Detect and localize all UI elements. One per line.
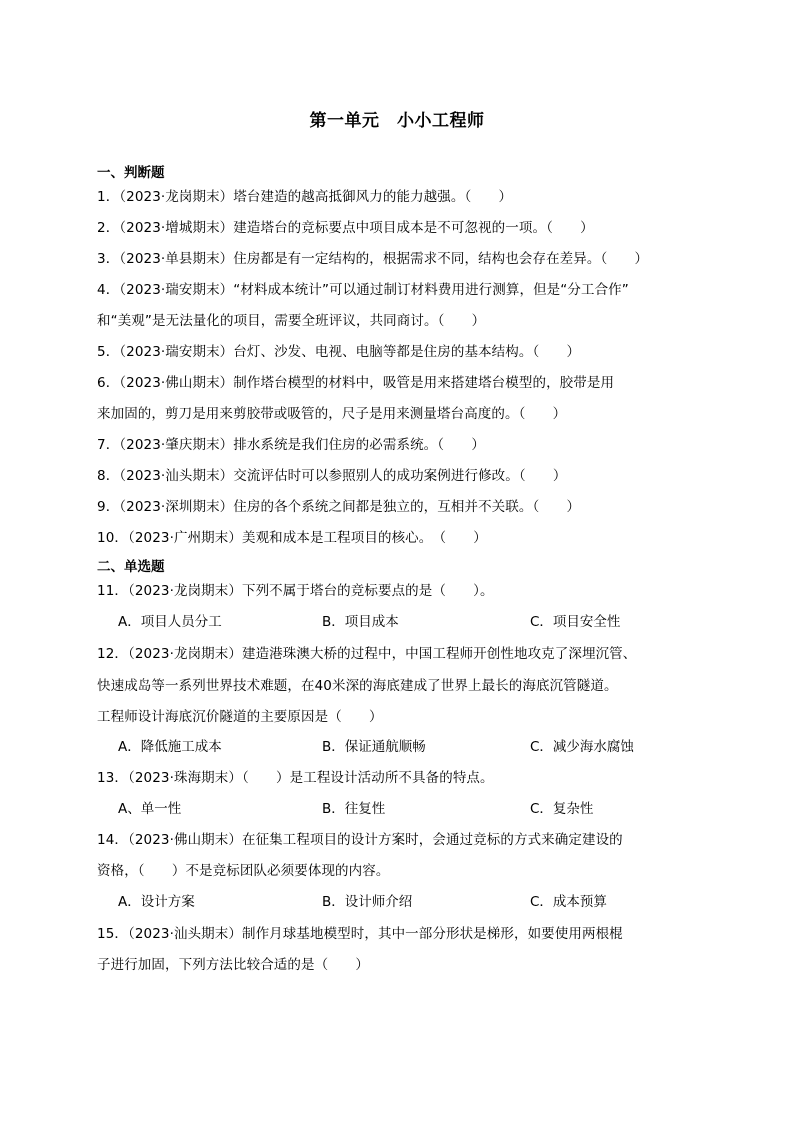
question-14-line-2: 资格，（ ）不是竞标团队必须要体现的内容。 <box>97 863 390 879</box>
option-a: A．设计方案 <box>118 894 195 910</box>
question-12-line-2: 快速成岛等一系列世界技术难题，在40米深的海底建成了世界上最长的海底沉管隧道。 <box>97 678 618 694</box>
question-9: 9．（2023·深圳期末）住房的各个系统之间都是独立的，互相并不关联。（ ） <box>97 499 581 515</box>
section-heading-judgement: 一、判断题 <box>97 165 165 181</box>
question-8: 8．（2023·汕头期末）交流评估时可以参照别人的成功案例进行修改。（ ） <box>97 468 567 484</box>
question-14-line-1: 14．（2023·佛山期末）在征集工程项目的设计方案时，会通过竞标的方式来确定建设的 <box>97 832 623 848</box>
question-5: 5．（2023·瑞安期末）台灯、沙发、电视、电脑等都是住房的基本结构。（ ） <box>97 344 581 360</box>
option-b: B．往复性 <box>322 801 386 817</box>
option-b: B．设计师介绍 <box>322 894 413 910</box>
option-c: C．成本预算 <box>530 894 607 910</box>
section-heading-choice: 二、单选题 <box>97 559 165 575</box>
option-a: A．项目人员分工 <box>118 614 222 630</box>
option-a: A．降低施工成本 <box>118 739 222 755</box>
option-b: B．保证通航顺畅 <box>322 739 426 755</box>
question-6-line-1: 6．（2023·佛山期末）制作塔台模型的材料中，吸管是用来搭建塔台模型的，胶带是用 <box>97 375 615 391</box>
question-12-line-3: 工程师设计海底沉价隧道的主要原因是（ ） <box>97 709 383 725</box>
question-4-line-2: 和“美观”是无法量化的项目，需要全班评议，共同商讨。（ ） <box>97 313 486 329</box>
question-13: 13．（2023·珠海期末）（ ）是工程设计活动所不具备的特点。 <box>97 770 494 786</box>
question-10: 10．（2023·广州期末）美观和成本是工程项目的核心。 （ ） <box>97 530 487 546</box>
question-12-line-1: 12．（2023·龙岗期末）建造港珠澳大桥的过程中，中国工程师开创性地攻克了深埋沉管、 <box>97 646 637 662</box>
option-a: A、单一性 <box>118 801 182 817</box>
question-15-line-2: 子进行加固，下列方法比较合适的是（ ） <box>97 957 369 973</box>
question-3: 3．（2023·单县期末）住房都是有一定结构的，根据需求不同，结构也会存在差异。（ ） <box>97 251 649 267</box>
question-15-line-1: 15．（2023·汕头期末）制作月球基地模型时，其中一部分形状是梯形，如要使用两根棍 <box>97 926 623 942</box>
option-b: B．项目成本 <box>322 614 399 630</box>
question-4-line-1: 4．（2023·瑞安期末）“材料成本统计”可以通过制订材料费用进行测算，但是“分工合作” <box>97 282 629 298</box>
page-title: 第一单元 小小工程师 <box>309 111 485 131</box>
question-2: 2．（2023·增城期末）建造塔台的竞标要点中项目成本是不可忽视的一项。（ ） <box>97 220 594 236</box>
question-11: 11．（2023·龙岗期末）下列不属于塔台的竞标要点的是（ ）。 <box>97 583 494 599</box>
question-7: 7．（2023·肇庆期末）排水系统是我们住房的必需系统。（ ） <box>97 437 485 453</box>
option-c: C．项目安全性 <box>530 614 621 630</box>
option-c: C．减少海水腐蚀 <box>530 739 634 755</box>
question-1: 1．（2023·龙岗期末）塔台建造的越高抵御风力的能力越强。（ ） <box>97 189 513 205</box>
question-6-line-2: 来加固的，剪刀是用来剪胶带或吸管的，尺子是用来测量塔台高度的。（ ） <box>97 406 567 422</box>
option-c: C．复杂性 <box>530 801 594 817</box>
